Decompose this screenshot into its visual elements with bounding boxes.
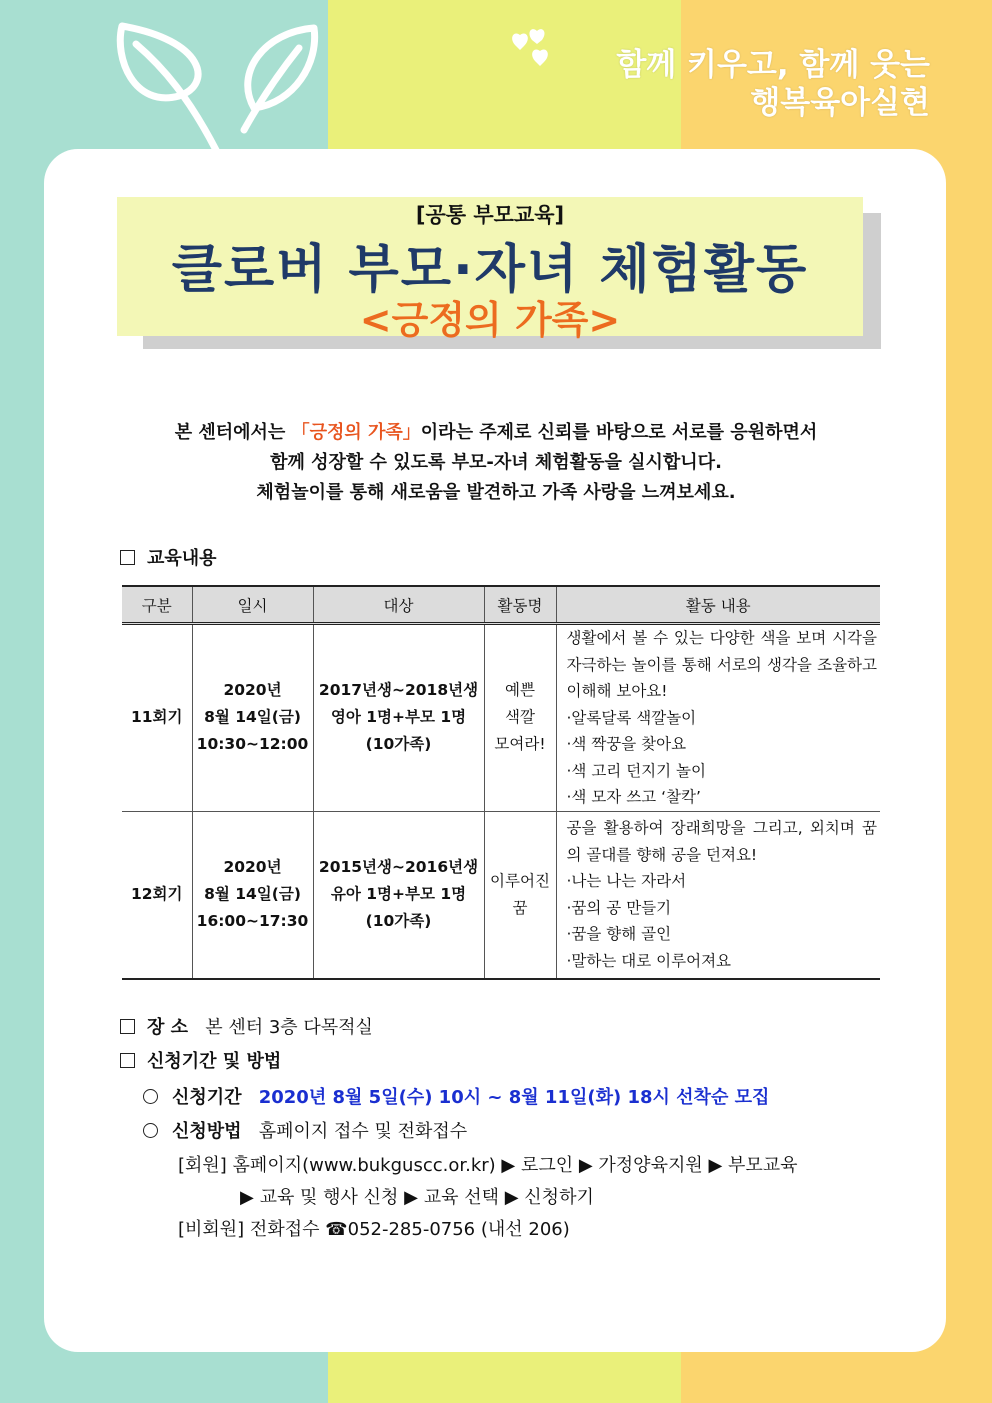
circle-bullet-icon [143,1123,158,1138]
activity-name-cell: 예쁜 색깔 모여라! [484,624,556,812]
section-education [120,544,217,570]
header-cell: 활동 내용 [556,586,880,624]
header-cell: 대상 [313,586,484,624]
nonmember-line: [비회원] 전화접수 ☎052-285-0756 (내선 206) [178,1219,570,1240]
intro-line1-pre: 본 센터에서는 [174,422,292,443]
intro-line3: 체험놀이를 통해 새로움을 발견하고 가족 사랑을 느껴보세요. [256,482,736,503]
date-cell: 2020년 8월 14일(금) 10:30~12:00 [192,624,313,812]
activity-content-cell: 생활에서 볼 수 있는 다양한 색을 보며 시각을 자극하는 놀이를 통해 서로의 생각을 조율하고 이해해 보아요! ·알록달록 색깔놀이 ·색 짝꿍을 찾아요 ·색 고리 던지기 놀이 ·색 모자 쓰고 ‘찰칵’ [556,624,880,812]
session-cell: 12회기 [122,811,192,979]
table-row [122,811,880,979]
intro-highlight: 「긍정의 가족」 [291,422,421,443]
title-box [117,197,863,342]
table-header-row [122,586,880,624]
table-row [122,624,880,812]
activity-content-cell: 공을 활용하여 장래희망을 그리고, 외치며 꿈의 골대를 향해 공을 던져요! ·나는 나는 자라서 ·꿈의 공 만들기 ·꿈을 향해 골인 ·말하는 대로 이루어져요 [556,811,880,979]
method-value: 홈페이지 접수 및 전화접수 [258,1121,468,1142]
place-label: 장 소 [147,1017,189,1038]
title-theme: <긍정의 가족> [359,298,621,342]
section-education-label: 교육내용 [147,548,217,569]
method-line [143,1117,467,1143]
place-line [120,1013,373,1039]
checkbox-square-icon [120,550,135,565]
intro-text [100,418,892,508]
period-line [143,1083,769,1109]
slogan [616,46,930,122]
period-label: 신청기간 [172,1087,242,1108]
title-sub: [공통 부모교육] [415,203,565,227]
intro-line1-post: 이라는 주제로 신뢰를 바탕으로 서로를 응원하면서 [420,422,818,443]
checkbox-square-icon [120,1053,135,1068]
apply-line [120,1047,281,1073]
hearts-icon [506,24,576,74]
header-cell: 일시 [192,586,313,624]
target-cell: 2017년생~2018년생 영아 1명+부모 1명 (10가족) [313,624,484,812]
session-cell: 11회기 [122,624,192,812]
intro-line2: 함께 성장할 수 있도록 부모-자녀 체험활동을 실시합니다. [270,452,722,473]
date-cell: 2020년 8월 14일(금) 16:00~17:30 [192,811,313,979]
circle-bullet-icon [143,1089,158,1104]
header-cell: 구분 [122,586,192,624]
method-label: 신청방법 [172,1121,242,1142]
slogan-line2: 행복육아실현 [750,85,930,121]
program-table [122,585,880,980]
target-cell: 2015년생~2016년생 유아 1명+부모 1명 (10가족) [313,811,484,979]
member-line1: [회원] 홈페이지(www.bukguscc.or.kr) ▶ 로그인 ▶ 가정양육지원 ▶ 부모교육 [178,1155,798,1176]
header-cell: 활동명 [484,586,556,624]
period-value: 2020년 8월 5일(수) 10시 ~ 8월 11일(화) 18시 선착순 모집 [258,1087,770,1108]
apply-label: 신청기간 및 방법 [147,1051,282,1072]
checkbox-square-icon [120,1019,135,1034]
activity-name-cell: 이루어진 꿈 [484,811,556,979]
place-value: 본 센터 3층 다목적실 [205,1017,373,1038]
title-main: 클로버 부모·자녀 체험활동 [171,240,809,300]
slogan-line1: 함께 키우고, 함께 웃는 [616,47,930,83]
member-line2: ▶ 교육 및 행사 신청 ▶ 교육 선택 ▶ 신청하기 [240,1187,594,1208]
leaves-icon [104,18,334,158]
